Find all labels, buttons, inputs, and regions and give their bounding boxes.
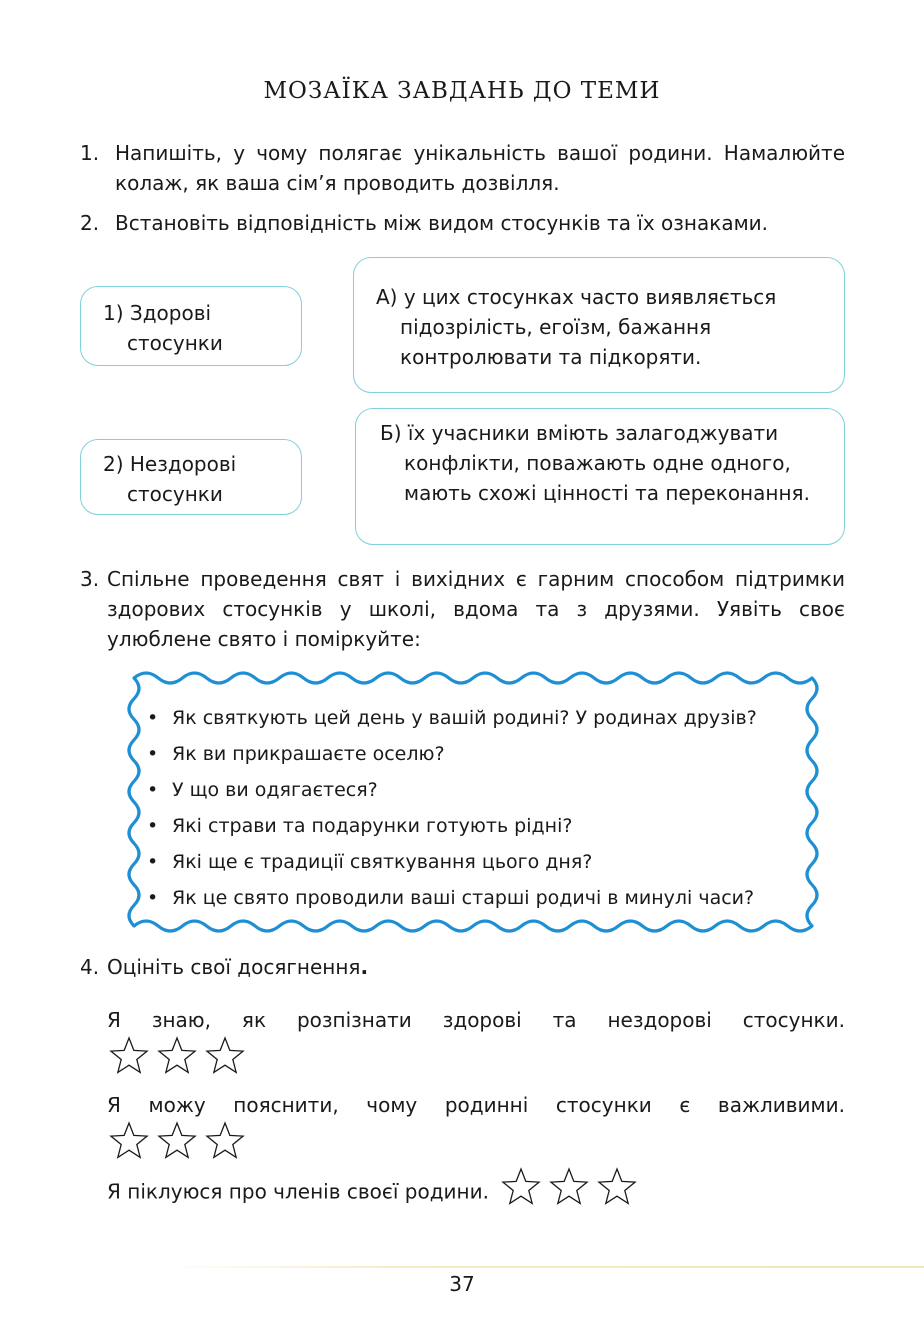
task-number: 4. [80,955,100,979]
star-outline-icon[interactable] [203,1120,247,1162]
task-text: Напишіть, у чому полягає унікальність вашої родини. Намалюйте колаж, як ваша сім’я проводить дозвілля. [115,141,845,195]
star-rating[interactable] [107,1035,845,1077]
star-outline-icon[interactable] [155,1120,199,1162]
star-rating[interactable] [107,1120,845,1162]
task-text-main: Оцініть свої досягнення [107,955,361,979]
matching-left-label: 1) Здорові стосунки [103,301,223,355]
star-outline-icon[interactable] [499,1166,543,1208]
task-1 [80,138,845,198]
self-assessment-item [107,1090,845,1162]
question-item: • Які страви та подарунки готують рідні? [145,808,815,844]
task-3 [80,564,845,654]
matching-right-box-b [355,408,845,545]
self-assessment-text: Я можу пояснити, чому родинні стосунки є важливими. [107,1093,845,1117]
task-number: 1. [80,141,100,165]
question-item: • У що ви одягаєтеся? [145,772,815,808]
task-text [107,952,845,982]
matching-right-label: А) у цих стосунках часто виявляється підозрілість, егоїзм, бажання контролювати та підкоряти. [376,285,777,369]
star-outline-icon[interactable] [107,1035,151,1077]
page-number: 37 [449,1272,475,1296]
self-assessment-text: Я піклуюся про членів своєї родини. [107,1179,489,1204]
task-4 [80,952,845,982]
task-text: Встановіть відповідність між видом стосунків та їх ознаками. [115,211,769,235]
task-text-dot: . [360,955,369,979]
task-number: 3. [80,567,100,591]
star-outline-icon[interactable] [595,1166,639,1208]
matching-right-label: Б) їх учасники вміють залагоджувати конфлікти, поважають одне одного, мають схожі цінності та переконання. [380,421,810,505]
self-assessment-item [107,1005,845,1077]
task-text: Спільне проведення свят і вихідних є гарним способом підтримки здорових стосунків у школі, вдома та з друзями. Уявіть своє улюблене свято і поміркуйте: [107,567,845,651]
task-2 [80,208,845,238]
footer-divider [160,1266,924,1268]
question-item: • Як це свято проводили ваші старші родичі в минулі часи? [145,880,815,916]
matching-right-box-a [353,257,845,393]
question-item: • Які ще є традиції святкування цього дня? [145,844,815,880]
question-item: • Як святкують цей день у вашій родині? У родинах друзів? [145,700,815,736]
question-list [145,700,815,916]
task-number: 2. [80,211,100,235]
question-item: • Як ви прикрашаєте оселю? [145,736,815,772]
page-title: МОЗАЇКА ЗАВДАНЬ ДО ТЕМИ [263,78,661,104]
star-outline-icon[interactable] [155,1035,199,1077]
matching-left-box-1 [80,286,302,366]
self-assessment-text: Я знаю, як розпізнати здорові та нездорові стосунки. [107,1008,845,1032]
matching-left-box-2 [80,439,302,515]
matching-left-label: 2) Нездорові стосунки [103,452,237,506]
star-outline-icon[interactable] [203,1035,247,1077]
self-assessment-item [107,1172,845,1214]
star-outline-icon[interactable] [547,1166,591,1208]
star-rating[interactable] [499,1166,643,1208]
star-outline-icon[interactable] [107,1120,151,1162]
